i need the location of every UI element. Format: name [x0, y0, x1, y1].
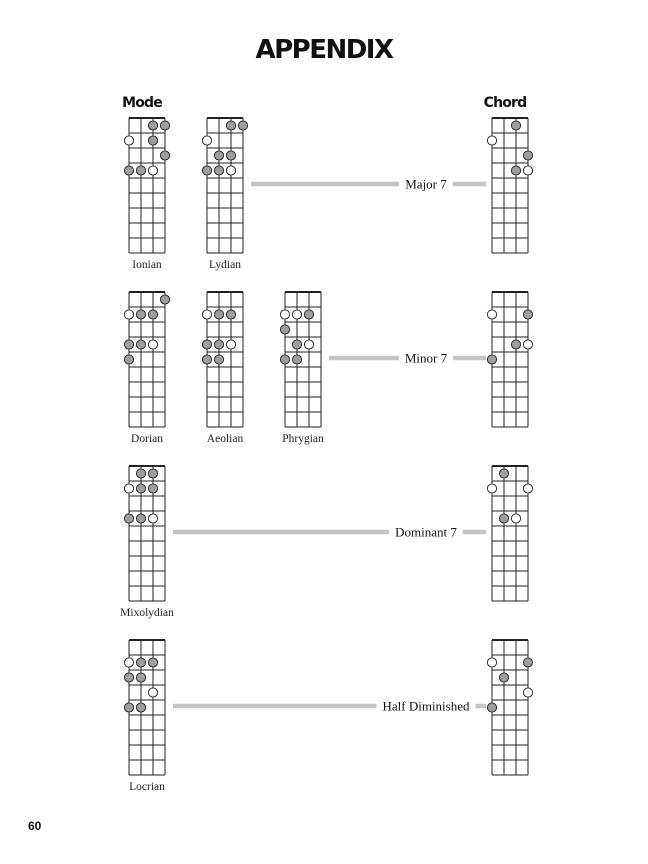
open-note-dot — [124, 310, 133, 319]
filled-note-dot — [136, 166, 145, 175]
filled-note-dot — [226, 310, 235, 319]
filled-note-dot — [214, 355, 223, 364]
mode-fretboard — [124, 292, 169, 427]
filled-note-dot — [124, 166, 133, 175]
filled-note-dot — [136, 310, 145, 319]
mode-name: Mixolydian — [120, 607, 174, 619]
open-note-dot — [148, 514, 157, 523]
open-note-dot — [148, 340, 157, 349]
filled-note-dot — [136, 469, 145, 478]
chord-quality-label: Dominant 7 — [395, 524, 457, 540]
open-note-dot — [226, 166, 235, 175]
filled-note-dot — [523, 310, 532, 319]
page-number: 60 — [28, 819, 42, 833]
filled-note-dot — [124, 355, 133, 364]
filled-note-dot — [124, 673, 133, 682]
open-note-dot — [124, 136, 133, 145]
mode-fretboard — [280, 292, 321, 427]
filled-note-dot — [280, 355, 289, 364]
filled-note-dot — [523, 658, 532, 667]
filled-note-dot — [202, 355, 211, 364]
filled-note-dot — [226, 151, 235, 160]
filled-note-dot — [136, 673, 145, 682]
chord-quality-label: Half Diminished — [382, 698, 470, 714]
filled-note-dot — [202, 340, 211, 349]
filled-note-dot — [487, 355, 496, 364]
page-title: APPENDIX — [255, 35, 393, 65]
open-note-dot — [148, 688, 157, 697]
filled-note-dot — [214, 310, 223, 319]
mode-heading: Mode — [122, 95, 162, 111]
open-note-dot — [511, 514, 520, 523]
mode-name: Phrygian — [282, 433, 324, 445]
filled-note-dot — [160, 121, 169, 130]
open-note-dot — [487, 310, 496, 319]
filled-note-dot — [511, 340, 520, 349]
open-note-dot — [304, 340, 313, 349]
mode-row-4 — [124, 640, 532, 793]
open-note-dot — [280, 310, 289, 319]
filled-note-dot — [202, 166, 211, 175]
filled-note-dot — [214, 340, 223, 349]
open-note-dot — [148, 166, 157, 175]
filled-note-dot — [160, 151, 169, 160]
mode-name: Aeolian — [206, 433, 244, 445]
filled-note-dot — [214, 166, 223, 175]
open-note-dot — [523, 166, 532, 175]
filled-note-dot — [148, 136, 157, 145]
mode-row-3 — [120, 466, 532, 619]
open-note-dot — [523, 688, 532, 697]
mode-fretboard — [202, 118, 247, 253]
mode-fretboard — [124, 466, 165, 601]
mode-name: Locrian — [129, 781, 165, 793]
chord-diagrams — [120, 118, 532, 793]
filled-note-dot — [214, 151, 223, 160]
filled-note-dot — [292, 340, 301, 349]
chord-fretboard — [487, 292, 532, 427]
mode-fretboard — [124, 640, 165, 775]
filled-note-dot — [487, 703, 496, 712]
mode-name: Lydian — [209, 259, 241, 271]
mode-fretboard — [124, 118, 169, 253]
chord-heading: Chord — [483, 95, 527, 111]
mode-name: Dorian — [131, 433, 163, 445]
filled-note-dot — [499, 514, 508, 523]
filled-note-dot — [226, 121, 235, 130]
filled-note-dot — [499, 469, 508, 478]
open-note-dot — [202, 136, 211, 145]
mode-row-2 — [124, 292, 532, 445]
open-note-dot — [202, 310, 211, 319]
filled-note-dot — [280, 325, 289, 334]
filled-note-dot — [124, 514, 133, 523]
open-note-dot — [124, 484, 133, 493]
filled-note-dot — [136, 484, 145, 493]
filled-note-dot — [136, 658, 145, 667]
filled-note-dot — [136, 340, 145, 349]
chord-quality-label: Minor 7 — [404, 350, 448, 366]
filled-note-dot — [148, 310, 157, 319]
filled-note-dot — [499, 673, 508, 682]
filled-note-dot — [238, 121, 247, 130]
filled-note-dot — [292, 355, 301, 364]
open-note-dot — [487, 658, 496, 667]
filled-note-dot — [304, 310, 313, 319]
filled-note-dot — [148, 658, 157, 667]
open-note-dot — [487, 136, 496, 145]
filled-note-dot — [124, 340, 133, 349]
open-note-dot — [487, 484, 496, 493]
mode-name: Ionian — [132, 259, 162, 271]
filled-note-dot — [148, 469, 157, 478]
mode-fretboard — [202, 292, 243, 427]
filled-note-dot — [136, 703, 145, 712]
chord-fretboard — [487, 466, 532, 601]
mode-row-1 — [124, 118, 532, 271]
chord-fretboard — [487, 640, 532, 775]
filled-note-dot — [511, 121, 520, 130]
open-note-dot — [523, 340, 532, 349]
chord-fretboard — [487, 118, 532, 253]
filled-note-dot — [124, 703, 133, 712]
chord-quality-label: Major 7 — [405, 176, 447, 192]
open-note-dot — [226, 340, 235, 349]
filled-note-dot — [160, 295, 169, 304]
filled-note-dot — [523, 151, 532, 160]
open-note-dot — [124, 658, 133, 667]
filled-note-dot — [148, 484, 157, 493]
filled-note-dot — [511, 166, 520, 175]
open-note-dot — [292, 310, 301, 319]
filled-note-dot — [148, 121, 157, 130]
filled-note-dot — [136, 514, 145, 523]
open-note-dot — [523, 484, 532, 493]
